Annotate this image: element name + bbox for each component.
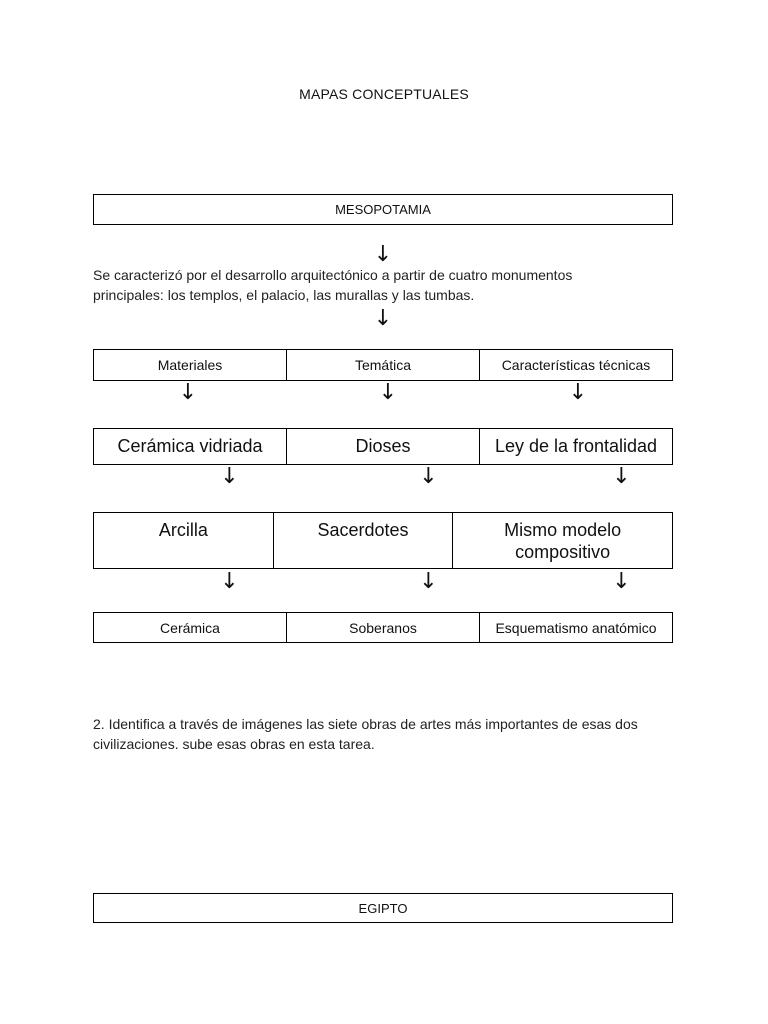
category-tematica: Temática [287,350,480,380]
level2-sacerdotes: Sacerdotes [274,513,454,568]
level2-arcilla: Arcilla [94,513,274,568]
category-materiales: Materiales [94,350,287,380]
egipto-heading-box [93,893,673,923]
egipto-heading: EGIPTO [358,900,408,916]
down-arrow-icon: ↓ [373,306,393,331]
page-title: MAPAS CONCEPTUALES [299,86,469,102]
down-arrow-icon: ↓ [419,464,438,489]
level1-row [93,428,673,465]
down-arrow-icon: ↓ [612,569,631,594]
level3-ceramica: Cerámica [94,613,287,642]
level3-row [93,612,673,643]
level2-mismo-modelo: Mismo modelo compositivo [504,520,622,562]
down-arrow-icon: ↓ [220,569,239,594]
arrow-row-2 [93,466,673,490]
question-paragraph [93,714,713,754]
down-arrow-icon: ↓ [612,464,631,489]
level1-ley-frontalidad: Ley de la frontalidad [494,436,658,456]
description-line-1: Se caracterizó por el desarrollo arquitectónico a partir de cuatro monumentos [93,267,573,283]
down-arrow-icon: ↓ [178,380,198,405]
level3-soberanos: Soberanos [287,613,480,642]
category-row [93,349,673,381]
arrow-row-3 [93,571,673,595]
description-line-2: principales: los templos, el palacio, las murallas y las tumbas. [93,287,475,303]
down-arrow-icon: ↓ [419,569,438,594]
mesopotamia-heading: MESOPOTAMIA [335,202,431,217]
mesopotamia-description [93,265,693,305]
down-arrow-icon: ↓ [568,380,588,405]
question-line-2: civilizaciones. sube esas obras en esta tarea. [93,736,375,752]
category-caracteristicas: Características técnicas [501,357,651,373]
down-arrow-icon: ↓ [378,380,398,405]
down-arrow-icon: ↓ [373,242,393,267]
question-line-1: 2. Identifica a través de imágenes las siete obras de artes más importantes de esas dos [93,716,638,732]
down-arrow-icon: ↓ [220,464,239,489]
level1-ceramica-vidriada: Cerámica vidriada [94,429,287,464]
level3-esquematismo: Esquematismo anatómico [495,619,657,636]
arrow-row-1 [93,382,673,406]
level2-row [93,512,673,569]
mesopotamia-heading-box [93,194,673,225]
level1-dioses: Dioses [287,429,480,464]
